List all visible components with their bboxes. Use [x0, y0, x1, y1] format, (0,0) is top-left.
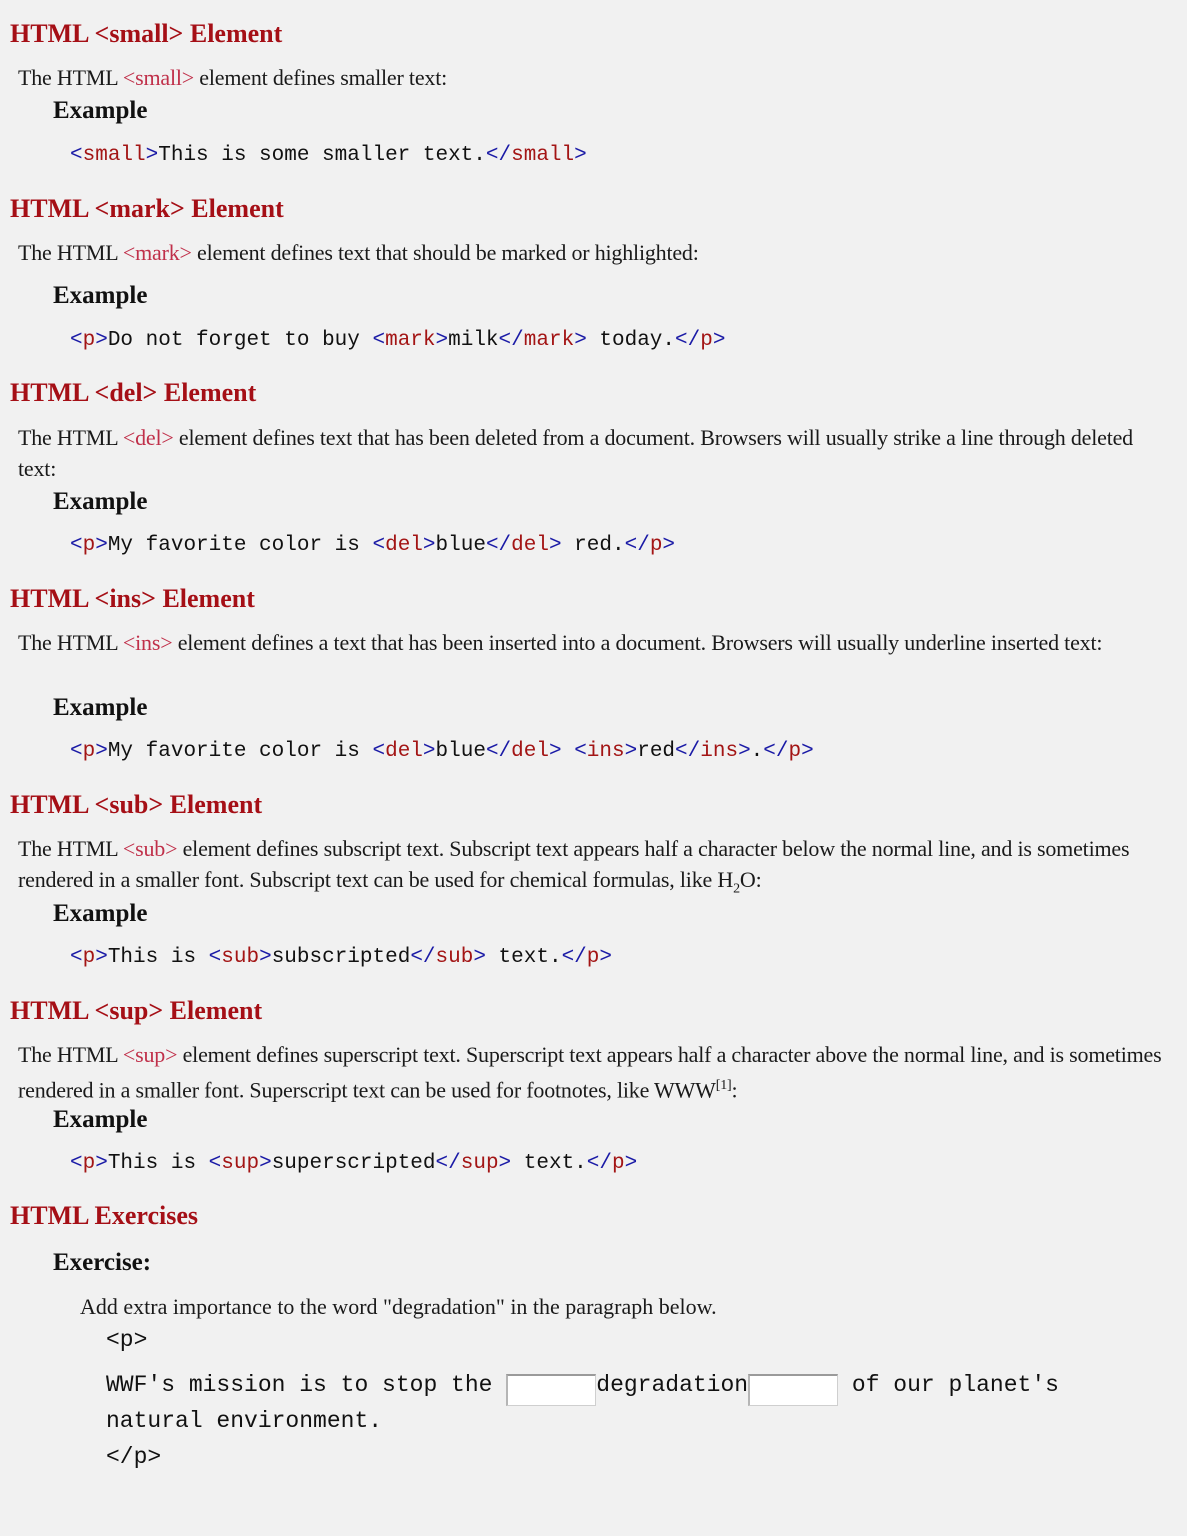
section-title: HTML <ins> Element — [10, 584, 255, 613]
section-description — [18, 1039, 1168, 1105]
code-example — [70, 327, 725, 355]
section-title: HTML <sup> Element — [10, 996, 263, 1025]
code-tag-name: del — [511, 740, 549, 763]
section-description — [18, 833, 1168, 904]
code-tag-name: ins — [700, 740, 739, 763]
code-tag-name: p — [788, 740, 802, 763]
code-bracket: </ — [586, 1152, 612, 1175]
desc-text: element defines subscript text. Subscript text appears half a character below the normal line, and is sometimes rendered in a smaller font. Subscript text can be used for chemical formulas, like H — [18, 836, 1130, 892]
desc-text: element defines smaller text: — [194, 65, 448, 90]
code-tag-name: ins — [586, 740, 625, 763]
exercise-word: degradation — [596, 1372, 749, 1398]
code-text: red — [637, 740, 676, 763]
code-tag-name: del — [511, 534, 549, 557]
example-label: Example — [53, 694, 148, 721]
code-tag-name: p — [612, 1152, 625, 1175]
desc-text: The HTML — [18, 1042, 123, 1067]
section-title: HTML <small> Element — [10, 19, 283, 48]
example-label: Example — [53, 282, 148, 309]
exercise-label: Exercise: — [53, 1249, 152, 1276]
code-tag-name: sub — [435, 946, 474, 969]
section-title: HTML <del> Element — [10, 378, 257, 407]
code-tag-name: mark — [523, 329, 575, 352]
exercise-line-1 — [106, 1367, 1059, 1406]
code-bracket: > — [259, 946, 272, 969]
code-tag-name: sub — [221, 946, 260, 969]
inline-tag: <del> — [122, 425, 174, 450]
code-bracket: > — [422, 534, 436, 557]
code-tag-name: p — [82, 329, 96, 352]
code-example — [70, 944, 612, 972]
code-bracket: > — [738, 740, 751, 763]
exercise-close-tag: </p> — [106, 1444, 162, 1470]
code-tag-name: p — [82, 1152, 96, 1175]
code-tag-name: del — [385, 534, 423, 557]
code-tag-name: small — [511, 144, 575, 167]
exercise-open-tag: <p> — [106, 1327, 148, 1353]
code-bracket: < — [70, 329, 83, 352]
section-title: HTML <mark> Element — [10, 194, 284, 223]
code-text: Do not forget to buy — [107, 329, 373, 352]
code-bracket: </ — [498, 329, 524, 352]
example-label: Example — [53, 488, 148, 515]
desc-text: element defines a text that has been inserted into a document. Browsers will usually underline inserted text: — [172, 630, 1103, 655]
code-tag-name: mark — [385, 329, 436, 352]
code-tag-name: p — [82, 946, 96, 969]
code-text — [562, 740, 575, 763]
code-text: red. — [561, 534, 625, 557]
code-bracket: > — [95, 1152, 108, 1175]
code-bracket: < — [70, 144, 83, 167]
desc-text: O: — [739, 867, 762, 892]
section-title: HTML <sub> Element — [10, 790, 263, 819]
desc-text: element defines text that has been deleted from a document. Browsers will usually strike a line through deleted text: — [18, 425, 1133, 481]
code-tag-name: p — [82, 740, 96, 763]
code-bracket: < — [70, 534, 83, 557]
code-bracket: > — [95, 534, 108, 557]
code-bracket: > — [548, 740, 562, 763]
code-bracket: > — [473, 946, 486, 969]
section-description — [18, 422, 1168, 484]
code-text: My favorite color is — [107, 740, 373, 763]
exercise-text: WWF's mission is to stop the — [106, 1372, 507, 1398]
desc-text: element defines superscript text. Superscript text appears half a character above the normal line, and is sometimes rendered in a smaller font. Superscript text can be used for footnotes, like WWW — [18, 1042, 1162, 1103]
code-text: text. — [485, 946, 562, 969]
inline-tag: <small> — [122, 65, 194, 90]
code-bracket: </ — [485, 740, 512, 763]
code-bracket: > — [422, 740, 436, 763]
code-tag-name: p — [649, 534, 663, 557]
section-description — [18, 62, 1168, 93]
code-bracket: > — [95, 329, 108, 352]
answer-input-2[interactable] — [748, 1374, 838, 1406]
code-bracket: < — [70, 946, 83, 969]
code-bracket: < — [70, 740, 83, 763]
code-bracket: > — [259, 1152, 272, 1175]
code-bracket: > — [145, 144, 159, 167]
code-text: This is some smaller text. — [158, 144, 486, 167]
code-bracket: < — [70, 1152, 83, 1175]
example-label: Example — [53, 1106, 148, 1133]
code-bracket: > — [712, 329, 726, 352]
code-bracket: > — [435, 329, 449, 352]
desc-text: element defines text that should be marked or highlighted: — [191, 240, 699, 265]
code-bracket: < — [574, 740, 587, 763]
code-tag-name: p — [700, 329, 713, 352]
code-example — [70, 1150, 637, 1178]
example-label: Example — [53, 97, 148, 124]
code-bracket: < — [208, 946, 222, 969]
desc-text: The HTML — [18, 425, 123, 450]
code-tag-name: p — [586, 946, 600, 969]
code-text: This is — [107, 1152, 209, 1175]
code-tag-name: sup — [460, 1152, 499, 1175]
code-bracket: </ — [675, 329, 701, 352]
desc-text: The HTML — [18, 630, 123, 655]
code-text: text. — [511, 1152, 587, 1175]
section-description — [18, 627, 1168, 658]
code-bracket: > — [624, 740, 638, 763]
desc-text: : — [731, 1077, 738, 1103]
code-bracket: > — [624, 1152, 638, 1175]
code-text: superscripted — [271, 1152, 436, 1175]
code-text: . — [750, 740, 764, 763]
code-bracket: > — [95, 740, 108, 763]
section-description — [18, 237, 1168, 268]
code-tag-name: small — [82, 144, 146, 167]
answer-input-1[interactable] — [506, 1374, 596, 1406]
superscript: [1] — [715, 1078, 732, 1093]
code-bracket: > — [574, 144, 587, 167]
code-bracket: > — [662, 534, 676, 557]
code-bracket: </ — [435, 1152, 461, 1175]
code-bracket: < — [372, 329, 386, 352]
code-tag-name: del — [385, 740, 423, 763]
code-bracket: </ — [675, 740, 701, 763]
desc-text: The HTML — [18, 240, 123, 265]
code-example — [70, 142, 587, 170]
code-bracket: < — [372, 740, 386, 763]
code-bracket: </ — [561, 946, 587, 969]
code-bracket: </ — [624, 534, 650, 557]
section-title: HTML Exercises — [10, 1201, 199, 1230]
code-text: subscripted — [271, 946, 411, 969]
code-bracket: > — [548, 534, 562, 557]
code-text: This is — [107, 946, 209, 969]
code-bracket: </ — [410, 946, 436, 969]
inline-tag: <mark> — [122, 240, 192, 265]
code-bracket: > — [498, 1152, 512, 1175]
code-text: blue — [435, 534, 486, 557]
inline-tag: <sup> — [122, 1042, 178, 1067]
exercise-line-2: natural environment. — [106, 1408, 383, 1434]
subscript: 2 — [733, 881, 740, 897]
exercise-text: of our planet's — [838, 1372, 1059, 1398]
code-text: today. — [586, 329, 676, 352]
exercise-instruction: Add extra importance to the word "degradation" in the paragraph below. — [80, 1294, 717, 1319]
inline-tag: <ins> — [122, 630, 173, 655]
code-bracket: </ — [485, 534, 512, 557]
desc-text: The HTML — [18, 65, 123, 90]
example-label: Example — [53, 900, 148, 927]
desc-text: The HTML — [18, 836, 123, 861]
code-example — [70, 532, 675, 560]
code-tag-name: sup — [221, 1152, 260, 1175]
code-example — [70, 738, 814, 766]
code-bracket: </ — [485, 144, 512, 167]
code-tag-name: p — [82, 534, 96, 557]
code-bracket: > — [599, 946, 613, 969]
code-bracket: > — [574, 329, 587, 352]
inline-tag: <sub> — [122, 836, 178, 861]
code-text: milk — [448, 329, 499, 352]
code-text: My favorite color is — [107, 534, 373, 557]
code-bracket: < — [208, 1152, 222, 1175]
code-bracket: > — [95, 946, 108, 969]
code-text: blue — [435, 740, 486, 763]
code-bracket: > — [801, 740, 814, 763]
code-bracket: </ — [763, 740, 789, 763]
code-bracket: < — [372, 534, 386, 557]
